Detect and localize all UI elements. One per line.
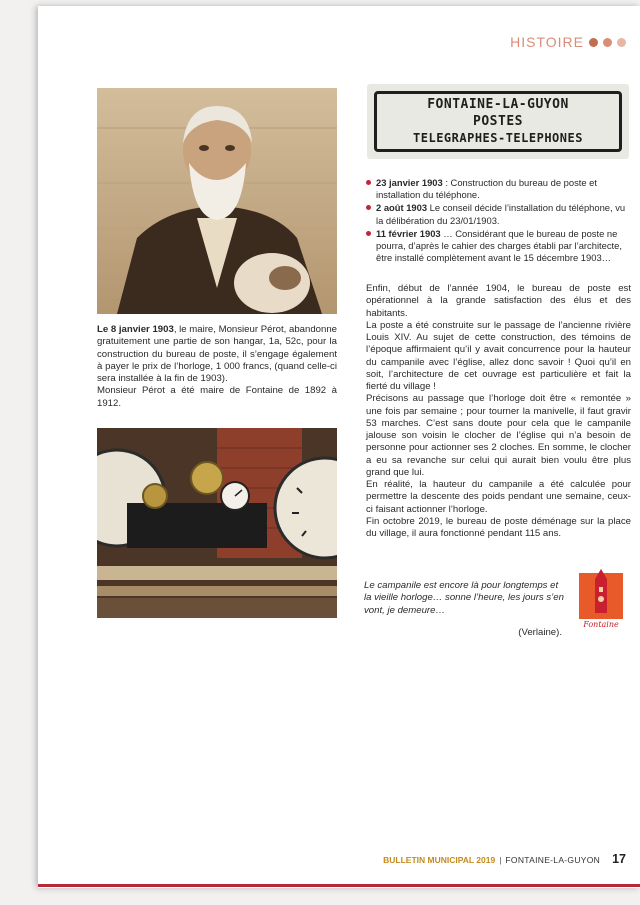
footer-separator: | [499, 855, 502, 865]
post-office-sign [367, 84, 629, 159]
timeline-date: 11 février 1903 [376, 227, 441, 239]
page-footer [383, 852, 626, 866]
logo-name: Fontaine [583, 620, 619, 629]
body-paragraph: Enfin, début de l’année 1904, le bureau de poste est opérationnel à la grande satisfaction des élus et des habitants. [366, 283, 631, 319]
body-paragraph: Fin octobre 2019, le bureau de poste déménage sur la place du village, il aura fonctionné pendant 115 ans. [366, 515, 631, 539]
caption-text: , le maire, Monsieur Pérot, abandonne gratuitement une partie de son hangar, 1a, 52c, pour la construction du bureau de poste, il s’engage également à payer le prix de l’horloge, 1 000 francs, (quand celle-ci sera installée à la fin de 1903). [97, 324, 337, 385]
timeline-item [366, 202, 632, 226]
clock-mechanism-photo [97, 428, 337, 618]
page-number: 17 [612, 852, 626, 866]
body-paragraph: En réalité, la hauteur du campanile a été calculée pour permettre la descente des poids pendant une semaine, ceux-ci faisant actionner l’horloge. [366, 479, 631, 515]
header-dot-icon [589, 38, 598, 47]
timeline-text: Le conseil décide l’installation du téléphone, vu la délibération du 23/01/1903. [376, 202, 626, 226]
timeline-text: : Construction du bureau de poste et installation du téléphone. [376, 177, 598, 201]
header-dot-icon [603, 38, 612, 47]
footer-town: FONTAINE-LA-GUYON [505, 855, 601, 865]
footer-bulletin: BULLETIN MUNICIPAL 2019 [383, 855, 496, 865]
body-paragraph: La poste a été construite sur le passage de l’ancienne rivière Louis XIV. Au sujet de cette construction, des témoins de l’époque affirmaient qu’il y avait concurrence pour la hauteur du campanile avec l’église, allez donc savoir ! Quoi qu’il en soit, l’architecture de cet ouvrage est particulière et fait la fierté du village ! [366, 319, 631, 392]
portrait-caption [97, 324, 337, 410]
bullet-icon [366, 231, 371, 236]
bullet-icon [366, 205, 371, 210]
bullet-icon [366, 180, 371, 185]
verlaine-quote: Le campanile est encore là pour longtemps et la vieille horloge… sonne l’heure, les jours s’en vont, je demeure… [364, 580, 564, 616]
timeline-item [366, 177, 632, 201]
timeline-item [366, 228, 632, 265]
fontaine-logo [577, 565, 625, 635]
timeline-list [366, 177, 632, 265]
sign-line-1: FONTAINE-LA-GUYON [427, 97, 569, 112]
sign-line-2: POSTES [473, 114, 523, 129]
header-dot-icon [617, 38, 626, 47]
caption-text-2: Monsieur Pérot a été maire de Fontaine de 1892 à 1912. [97, 385, 337, 409]
bottom-rule [38, 884, 640, 887]
section-header [510, 34, 626, 50]
sign-line-3: TELEGRAPHES-TELEPHONES [413, 131, 583, 145]
body-paragraph: Précisons au passage que l’horloge doit être « remontée » une fois par semaine ; pour tourner la manivelle, il faut gravir 53 marches. C’est sans doute pour cela que le campanile jalouse son voisin le clocher de l’église qui n’a besoin de personne pour actionner ses 2 cloches. En somme, le clocher a eu sa revanche sur celui qui aurait bien voulu être plus grand que lui. [366, 393, 631, 478]
section-title: HISTOIRE [510, 34, 584, 50]
timeline-date: 23 janvier 1903 [376, 177, 443, 188]
quote-author: (Verlaine). [518, 627, 562, 638]
timeline-date: 2 août 1903 [376, 202, 428, 214]
article-body [366, 283, 631, 540]
timeline-text: … Considérant que le bureau de poste ne pourra, d’après le cahier des charges établi par l’architecte, être installé complètement avant le 15 décembre 1903… [376, 227, 622, 264]
caption-date: Le 8 janvier 1903 [97, 324, 174, 335]
portrait-photo [97, 88, 337, 314]
